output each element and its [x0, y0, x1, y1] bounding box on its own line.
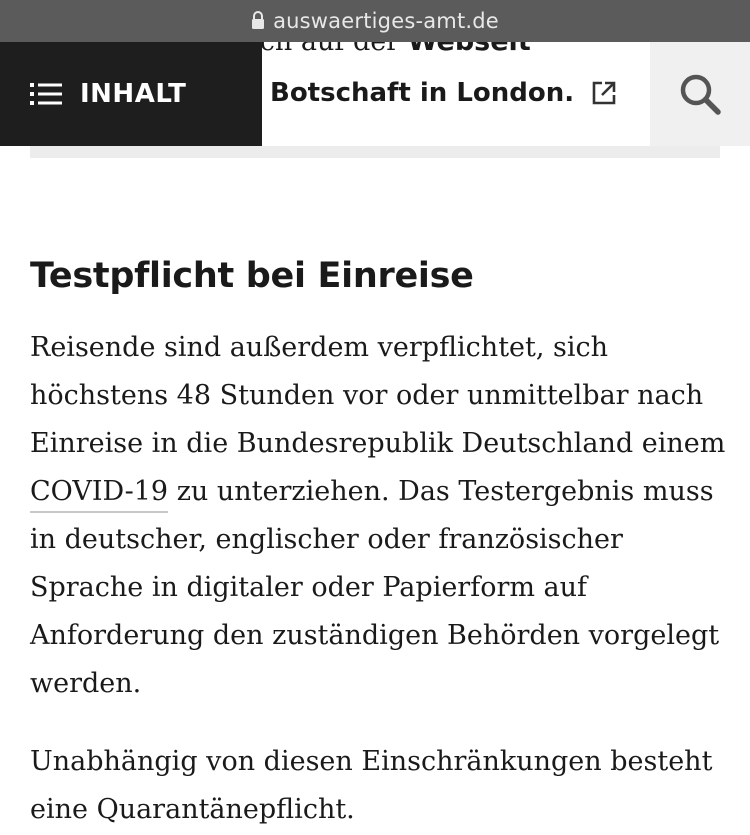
embassy-link[interactable]: [270, 78, 618, 108]
paragraph-test-requirement: [30, 324, 730, 708]
covid-19-link[interactable]: COVID-19: [30, 476, 168, 513]
browser-url-bar[interactable]: [0, 0, 750, 42]
paragraph-quarantine: Unabhängig von diesen Einschränkungen besteht eine Quarantänepflicht.: [30, 746, 713, 825]
inhalt-menu-button[interactable]: [0, 42, 262, 146]
divider-strip: [30, 146, 720, 158]
inhalt-label: INHALT: [80, 79, 187, 109]
paragraph-text-before-link: Reisende sind außerdem verpflichtet, sich höchstens 48 Stunden vor oder unmittelbar nach Einreise in die Bundesrepublik Deutschland einem: [30, 332, 726, 459]
main-content: [30, 252, 730, 834]
external-link-icon: [590, 79, 618, 107]
section-title: Testpflicht bei Einreise: [30, 256, 474, 296]
search-button[interactable]: [650, 42, 750, 146]
lock-icon: [251, 10, 265, 30]
search-icon: [678, 72, 722, 116]
browser-url: auswaertiges-amt.de: [273, 9, 499, 33]
menu-icon: [30, 82, 62, 106]
embassy-link-label: Botschaft in London.: [270, 78, 575, 108]
paragraph-text-after-link: zu unterziehen. Das Testergebnis muss in deutscher, englischer oder französischer Sprache in digitaler oder Papierform auf Anforderung den zuständigen Behörden vorgelegt werden.: [30, 476, 720, 699]
